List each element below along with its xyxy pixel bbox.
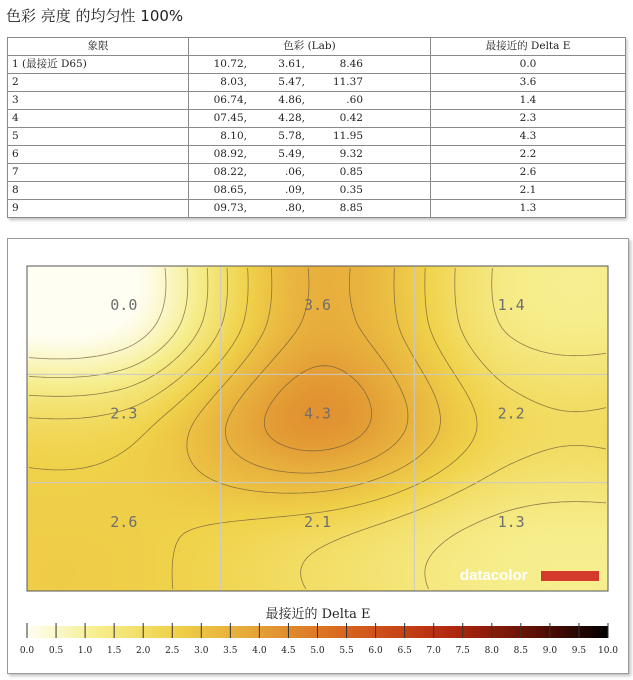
delta-e-cell: 3.6: [431, 74, 626, 92]
cell-label: 3.6: [303, 296, 332, 315]
lab-value: 3.61,: [278, 58, 305, 70]
delta-e-cell: 2.2: [431, 146, 626, 164]
header-quadrant: 象限: [8, 38, 189, 56]
lab-value: 0.85: [339, 166, 363, 178]
colorbar-tick-label: 6.5: [397, 646, 412, 656]
lab-cell: [189, 92, 431, 110]
delta-e-cell: 2.3: [431, 110, 626, 128]
chart-frame: [7, 238, 629, 674]
cell-label: 1.4: [497, 296, 525, 315]
lab-cell: [189, 56, 431, 74]
data-table-container: [7, 37, 625, 218]
quadrant-cell: 5: [8, 128, 189, 146]
delta-e-cell: 1.3: [431, 200, 626, 218]
lab-value: 8.03,: [220, 76, 247, 88]
lab-value: 09.73,: [213, 202, 247, 214]
colorbar-tick-label: 3.0: [194, 646, 209, 656]
delta-e-cell: 2.6: [431, 164, 626, 182]
lab-value: 06.74,: [213, 94, 247, 106]
lab-value: 0.42: [339, 112, 363, 124]
table-header-row: [8, 38, 626, 56]
lab-value: 5.49,: [278, 148, 305, 160]
cell-label: 2.1: [303, 512, 332, 531]
lab-value: 8.10,: [220, 130, 247, 142]
cell-label: 2.3: [110, 404, 138, 423]
lab-cell: [189, 200, 431, 218]
colorbar-tick-label: 0.5: [48, 646, 64, 656]
quadrant-cell: 7: [8, 164, 189, 182]
lab-cell: [189, 74, 431, 92]
cell-label: 2.6: [110, 512, 138, 531]
colorbar-tick-label: 7.5: [455, 646, 470, 656]
lab-cell: [189, 128, 431, 146]
lab-value: 8.46: [339, 58, 363, 70]
colorbar-tick-label: 3.5: [223, 646, 238, 656]
table-row: [8, 164, 626, 182]
lab-value: 11.95: [332, 130, 363, 142]
watermark-bar: [541, 571, 599, 581]
colorbar-tick-label: 7.0: [426, 646, 441, 656]
colorbar-tick-label: 5.0: [310, 646, 325, 656]
colorbar-tick-label: 8.0: [484, 646, 499, 656]
colorbar-tick-label: 9.0: [542, 646, 558, 656]
lab-value: 08.92,: [213, 148, 247, 160]
header-color-lab: 色彩 (Lab): [189, 38, 431, 56]
lab-value: .80,: [284, 202, 305, 214]
colorbar-tick-label: 10.0: [597, 646, 619, 656]
cell-label: 2.2: [497, 404, 525, 423]
quadrant-cell: 4: [8, 110, 189, 128]
colorbar-tick-label: 1.5: [106, 646, 122, 656]
lab-value: .60: [346, 94, 363, 106]
lab-cell: [189, 164, 431, 182]
quadrant-cell: 9: [8, 200, 189, 218]
colorbar-tick-label: 1.0: [77, 646, 93, 656]
lab-value: 08.22,: [213, 166, 247, 178]
colorbar-tick-label: 9.5: [571, 646, 587, 656]
quadrant-cell: 8: [8, 182, 189, 200]
lab-value: 0.35: [339, 184, 363, 196]
quadrant-cell: 1 (最接近 D65): [8, 56, 189, 74]
lab-value: 10.72,: [213, 58, 247, 70]
table-row: [8, 128, 626, 146]
lab-value: 4.86,: [278, 94, 305, 106]
cell-label: 4.3: [303, 404, 332, 423]
table-row: [8, 146, 626, 164]
quadrant-cell: 6: [8, 146, 189, 164]
colorbar-tick-label: 4.5: [281, 646, 296, 656]
colorbar-tick-label: 5.5: [339, 646, 354, 656]
lab-value: 11.37: [332, 76, 363, 88]
colorbar-tick-label: 2.0: [136, 646, 151, 656]
cell-label: 1.3: [497, 512, 525, 531]
page-title: 色彩 亮度 的均匀性 100%: [6, 7, 184, 25]
delta-e-cell: 1.4: [431, 92, 626, 110]
data-table: [7, 37, 626, 218]
table-row: [8, 92, 626, 110]
delta-e-cell: 2.1: [431, 182, 626, 200]
colorbar-tick-label: 2.5: [165, 646, 180, 656]
table-row: [8, 56, 626, 74]
table-row: [8, 200, 626, 218]
table-row: [8, 110, 626, 128]
header-delta-e: 最接近的 Delta E: [431, 38, 626, 56]
lab-cell: [189, 182, 431, 200]
lab-value: 4.28,: [278, 112, 305, 124]
lab-value: 9.32: [339, 148, 363, 160]
table-row: [8, 74, 626, 92]
quadrant-cell: 2: [8, 74, 189, 92]
lab-cell: [189, 146, 431, 164]
delta-e-cell: 4.3: [431, 128, 626, 146]
lab-cell: [189, 110, 431, 128]
colorbar-tick-label: 8.5: [513, 646, 529, 656]
watermark-text: datacolor: [460, 567, 528, 584]
lab-value: 5.78,: [278, 130, 305, 142]
table-row: [8, 182, 626, 200]
lab-value: 08.65,: [213, 184, 247, 196]
quadrant-cell: 3: [8, 92, 189, 110]
colorbar-tick-label: 6.0: [368, 646, 383, 656]
lab-value: 8.85: [339, 202, 363, 214]
heatmap-surface: [27, 266, 608, 591]
colorbar-tick-label: 4.0: [252, 646, 267, 656]
lab-value: .09,: [284, 184, 305, 196]
colorbar-title: 最接近的 Delta E: [265, 607, 371, 622]
cell-label: 0.0: [110, 296, 138, 315]
lab-value: .06,: [284, 166, 305, 178]
delta-e-cell: 0.0: [431, 56, 626, 74]
uniformity-heatmap: [8, 239, 628, 673]
lab-value: 07.45,: [213, 112, 247, 124]
lab-value: 5.47,: [278, 76, 305, 88]
colorbar-tick-label: 0.0: [19, 646, 35, 656]
